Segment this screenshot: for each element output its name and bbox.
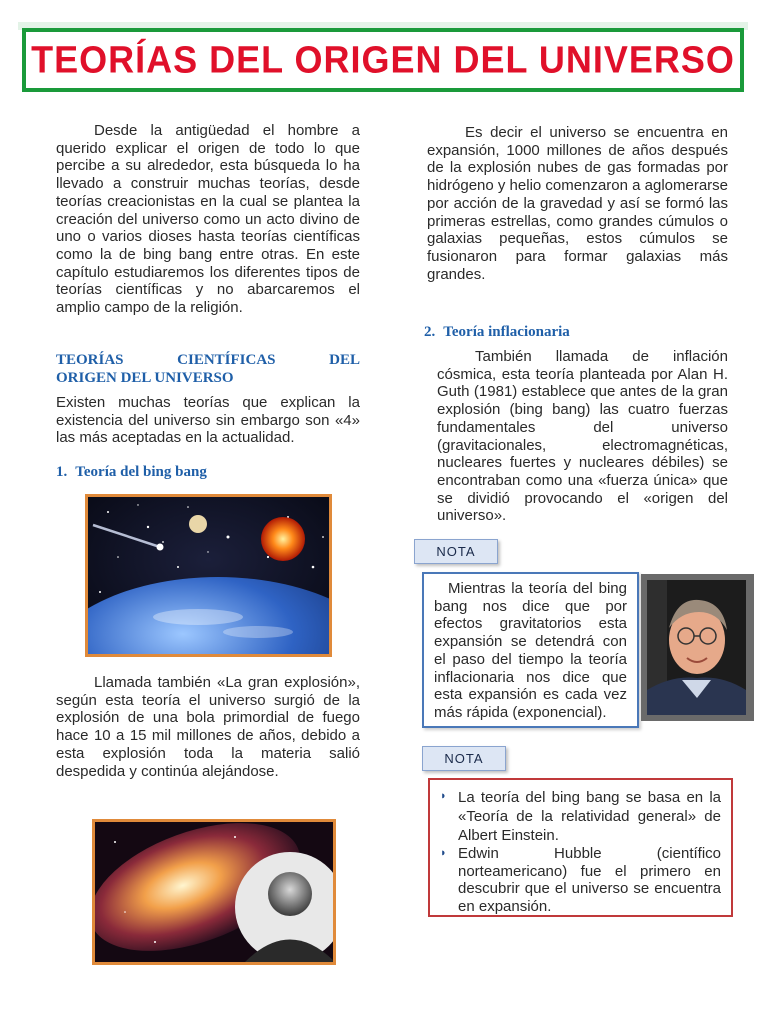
- note1-label: NOTA: [436, 544, 476, 559]
- note2-list-item: [440, 845, 721, 916]
- bullet-icon: ◗: [440, 790, 447, 802]
- note2-item-text: La teoría del bing bang se basa en la «Teoría de la relatividad general» de Albert Einstein.: [458, 789, 721, 844]
- note1-box: [422, 572, 639, 728]
- theory2-title: Teoría inflacionaria: [443, 324, 570, 340]
- note2-item-text: Edwin Hubble (científico norteamericano) fue el primero en descubrir que el universo se encuentra en expansión.: [458, 845, 721, 916]
- note2-list-item: [440, 788, 721, 845]
- note1-tab: [414, 539, 498, 564]
- galaxy-illustration: [95, 822, 333, 962]
- galaxy-hubble-image: [92, 819, 336, 965]
- portrait-frame: [641, 574, 754, 721]
- section-heading-line1: TEORÍAS CIENTÍFICAS DEL: [56, 352, 360, 368]
- note1-text: Mientras la teoría del bing bang nos dice que por efectos gravitatorios esta expansión se detendrá con el paso del tiempo la teoría inflacionaria nos dice que esta expansión es cada vez más rápida (exponencial).: [434, 580, 627, 721]
- title-frame: [22, 28, 744, 92]
- note2-label: NOTA: [444, 751, 484, 766]
- bigbang-paragraph: Llamada también «La gran explosión», según esta teoría el universo surgió de la explosión de una bola primordial de fuego hace 10 a 15 mil millones de años, debido a esta explosión toda la materia salió despedida y continúa alejándose.: [56, 674, 360, 780]
- page-title: TEORÍAS DEL ORIGEN DEL UNIVERSO: [31, 37, 735, 81]
- note2-box: [428, 778, 733, 917]
- theory1-heading: [56, 463, 207, 481]
- theory2-number: 2.: [424, 324, 436, 340]
- theory1-title: Teoría del bing bang: [75, 464, 207, 480]
- section-heading-line2: ORIGEN DEL UNIVERSO: [56, 370, 234, 386]
- theory1-number: 1.: [56, 464, 68, 480]
- section-heading: [56, 351, 360, 387]
- theory2-heading: [424, 323, 570, 341]
- scientist-portrait: [647, 580, 746, 715]
- bigbang-image: [85, 494, 332, 657]
- intro-paragraph: Desde la antigüedad el hombre a querido explicar el origen de todo lo que percibe a su alrededor, esta búsqueda lo ha llevado a construir muchas teorías, desde teorías creacionistas en la cual se plantea la creación del universo como un acto divino de uno o varios dioses hasta teorías científicas como la de bing bang entre otras. En este capítulo estudiaremos los diferentes tipos de teorías científicas y no abarcaremos el amplio campo de la religión.: [56, 122, 360, 317]
- bigbang-illustration: [88, 497, 329, 654]
- section-intro-paragraph: Existen muchas teorías que explican la existencia del universo sin embargo son «4» las más aceptadas en la actualidad.: [56, 394, 360, 447]
- expansion-paragraph: Es decir el universo se encuentra en expansión, 1000 millones de años después de la explosión nubes de gas formadas por hidrógeno y helio comenzaron a aglomerarse por acción de la gravedad y así se formó las primeras estrellas, como grandes cúmulos o galaxias pequeñas, estos cúmulos se fusionaron para formar galaxias más grandes.: [427, 124, 729, 283]
- bullet-icon: ◗: [440, 847, 447, 859]
- note2-tab: [422, 746, 506, 771]
- inflation-paragraph: También llamada de inflación cósmica, esta teoría planteada por Alan H. Guth (1981) establece que antes de la gran explosión (bing bang) las cuatro fuerzas fundamentales del universo (gravitacionales, electromagnéticas, nucleares fuertes y nucleares débiles) se encontraban como una «fuerza única» que se dividió provocando el «origen del universo».: [437, 348, 728, 525]
